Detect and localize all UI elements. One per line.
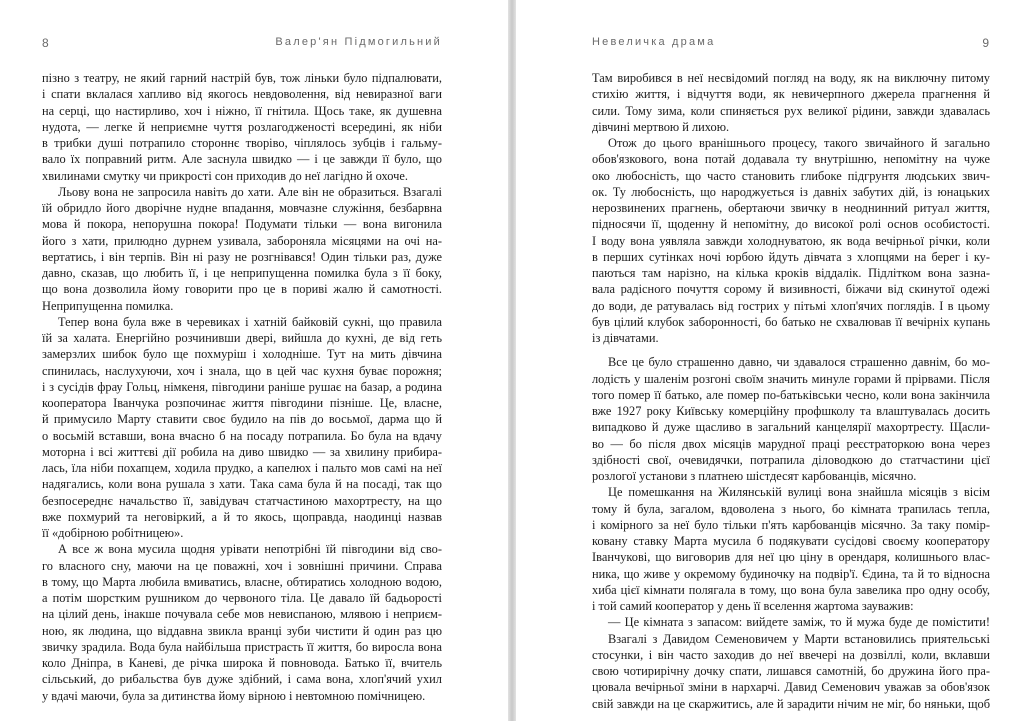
text-line: вже похмурий та неговіркий, а й то якось, щоправда, наодинці назвав bbox=[42, 509, 442, 524]
text-line: лась, їла ніби похапцем, ходила прудко, а капелюх і пальто мов самі на неї bbox=[42, 461, 442, 475]
text-line: в перших сутінках ночі юрбою йдуть дівчата з хлопцями на берег і ку- bbox=[592, 249, 990, 264]
text-line: паються там нарізно, на кілька кроків віддалік. Підлітком вона зазна- bbox=[592, 266, 990, 280]
text-line: на серці, що настирливо, хоч і ніжно, її гнітила. Щось таке, як душевна bbox=[42, 103, 442, 118]
text-line: хиба цієї кімнати полягала в тому, що вона була завелика про одну особу, bbox=[592, 582, 990, 597]
text-line: вертатись, і він терпів. Він ні разу не розгнівався! Один тільки раз, дуже bbox=[42, 249, 442, 264]
text-line: його з хати, прилюдно дурнем узивала, забороняла місяцями на очі на- bbox=[42, 233, 442, 248]
text-line: Неприпущенна помилка. bbox=[42, 298, 174, 313]
text-line: із дівчатами. bbox=[592, 331, 659, 345]
text-line: замерзлих шибок було ще похмуріш і холодніше. Тут на мить дівчина bbox=[42, 347, 442, 362]
text-line: нудота, — легке й неприємне чуття розлагодженості всередині, як ніби bbox=[42, 119, 442, 134]
text-line: у вдачі маючи, була за дитинства йому вірною і невтомною помічницею. bbox=[42, 688, 426, 703]
text-line: мова й покора, непорушна покора! Подумати тільки — вона вигонила bbox=[42, 217, 442, 232]
text-line: сільський, до рибальства був дуже здібний, і сама вона, хлоп'ячий ухил bbox=[42, 672, 442, 687]
text-line: а потім шорстким рушником до червоного тіла. Це давало їй бадьорості bbox=[42, 591, 442, 605]
text-line: свій завжди на це скаржитись, але й зарадити нічим не міг, бо няньки, щоб bbox=[592, 696, 990, 711]
text-line: свою чотирирічну дочку спати, лишався самотній, бо дружина його пра- bbox=[592, 664, 990, 678]
text-line: А все ж вона мусила щодня урівати непотрібні їй півгодини від сво- bbox=[58, 542, 442, 557]
text-line: Отож до цього вранішнього процесу, такого звичайного й загально bbox=[608, 136, 990, 150]
text-line: ника, що живе у окремому будиночку на подвір'ї. Єдина, та й то відноснa bbox=[592, 566, 990, 581]
running-head-author: Валер'ян Підмогильний bbox=[275, 36, 442, 48]
text-line: звичку зрадила. Вода була найбільша пристрасть її життя, бо виросла вона bbox=[42, 639, 442, 654]
text-line: в трибки душі потрапило стороннє творіво, чіплялось зубців і гальму- bbox=[42, 136, 442, 150]
text-line: тому й була, загалом, вдоволена з нього, бо кімната трапилась тепла, bbox=[592, 501, 990, 516]
text-line: око любосність, що часто становить глибоке підгрунтя людських звич- bbox=[592, 168, 990, 183]
text-line: їй обридло його дворічне нудне впадання, мовчазне служіння, безбарвна bbox=[42, 201, 442, 215]
text-line: що вона дозволила йому говорити про це в пориві жалю й самотності. bbox=[42, 282, 442, 297]
text-line: вала радісного почуття сорому й визивності, біжачи від скинутої одежі bbox=[592, 282, 990, 297]
text-line: і той самий кооператор у день її вселення жартома зауважив: bbox=[592, 599, 914, 613]
text-line: її «добірною робітницею». bbox=[42, 526, 184, 540]
text-line: кооператора Іванчука розпочинає життя півгодини пізніше. Це, власне, bbox=[42, 396, 442, 410]
text-line: їй за халата. Енергійно розчинивши двері, вийшла до кухні, де від геть bbox=[42, 331, 442, 345]
text-line: ок. Ту любосність, що народжується із давніх забутих дій, із юнацьких bbox=[592, 184, 990, 199]
text-line: надягались, коли вона рушала з хати. Така сама була й на посаді, так що bbox=[42, 477, 442, 492]
text-line: обов'язкового, вона потай додавала ту внутрішню, непомітну на чуже bbox=[592, 152, 990, 167]
text-line: давно, сказав, що любить її, і це неприпущенна помилка була з її боку, bbox=[42, 266, 442, 280]
body-text bbox=[592, 70, 990, 712]
text-line: цювала вечірньої зміни в нархарчі. Давид Семенович уважав за обов'язок bbox=[592, 680, 990, 695]
text-line: дівчині мертвою й лихою. bbox=[592, 119, 730, 134]
text-line: підносячи її, щоденну й непомітну, до високої ролі основ особистості. bbox=[592, 217, 990, 232]
left-page bbox=[0, 0, 508, 721]
text-line: розлогої установи з платнею шістдесят карбованців, місячно. bbox=[592, 469, 917, 483]
text-line: був цілий клубок заборонності, бо батько не схвалював її вечірніх купань bbox=[592, 314, 990, 329]
text-line: вало їх поправний ритм. Але заснула швидко — і це завжди її було, що bbox=[42, 152, 442, 167]
text-line: Все це було страшенно давно, чи здавалося страшенно давнім, бо мо- bbox=[608, 355, 990, 370]
page-number: 8 bbox=[42, 36, 49, 50]
text-line: того помер її батько, але помер по-батьківськи чесно, коли вона закінчила bbox=[592, 387, 990, 402]
text-line: вже 1927 року Київську комерційну профшколу та влаштувалась досить bbox=[592, 404, 990, 418]
text-line: хвилинами смутку чи прикрості сон приходив до неї лагідно й охоче. bbox=[42, 168, 408, 183]
text-line: на цілий день, інакше почувала себе мов невиспаною, млявою і неприєм- bbox=[42, 607, 442, 622]
text-line: Там виробився в неї несвідомий погляд на воду, як на виключну питому bbox=[592, 71, 990, 85]
text-line: ною, як людина, що віддавна звикла вранці зуби чистити й один раз цю bbox=[42, 623, 442, 638]
text-line: пізно з театру, не який гарний настрій був, тож ліньки було підпалювати, bbox=[42, 71, 442, 85]
text-line: в тому, що Марта любила вмиватись, власне, обтиратись холодною водою, bbox=[42, 574, 442, 589]
text-line: о восьмій вставши, вона вчасно б на посаду потрапила. Бо була на вдачу bbox=[42, 428, 442, 443]
text-line: І воду вона уявляла завжди холоднуватою, як вода вечірньої річки, коли bbox=[592, 233, 990, 248]
text-line: спинилась, наслухуючи, хоч і знала, що в цей час кухня буває порожня; bbox=[42, 363, 442, 378]
text-line: коло Дніпра, в Каневі, де річка широка й повновода. Батько її, вчитель bbox=[42, 656, 442, 670]
text-line: нерозвинених прагнень, обертаючи звичку в неоднинний ритуал життя, bbox=[592, 201, 990, 215]
text-line: Взагалі з Давидом Семеновичем у Марти встановились приятельські bbox=[608, 631, 990, 646]
text-line: й примусило Марту ставити своє будило на пів до восьмої, дарма що й bbox=[42, 412, 442, 427]
text-line: випадково й дуже щасливо в загальний канцелярії махортресту. Щасли- bbox=[592, 420, 990, 435]
running-head-title: Невеличка драма bbox=[592, 36, 716, 48]
text-line: лодість у шаленім розгоні своїм значить минуле горами й прірвами. Після bbox=[592, 371, 990, 386]
text-line: Тепер вона була вже в черевиках і хатній байковій сукні, що правила bbox=[58, 314, 442, 329]
text-line: — Це кімната з запасом: вийдете заміж, то й мужа буде де помістити! bbox=[608, 615, 990, 630]
text-line: безпосереднє начальство її, завідувач статчастиною махортресту, на що bbox=[42, 493, 442, 508]
text-line: го власного сну, маючи на це поважні, хоч і зовнішні причини. Справа bbox=[42, 558, 442, 573]
text-line: і з сусідів фрау Гольц, німкеня, півгодини раніше рушає на базар, а родина bbox=[42, 379, 442, 394]
text-line: стихію життя, і відчуття води, як невичерпного джерела прагнення й bbox=[592, 87, 990, 102]
text-line: ковану ставку Марта мусила б подякувати сусідові своєму кооператору bbox=[592, 534, 990, 548]
text-line: Це помешкання на Жилянській вулиці вона знайшла місяців з вісім bbox=[608, 485, 990, 500]
body-text bbox=[42, 70, 442, 704]
text-line: сили. Тому зима, коли спиняється рух великої рідини, завжди здавалась bbox=[592, 103, 990, 118]
book-gutter bbox=[508, 0, 516, 721]
text-line: до води, де ратувалась від гострих у пітьмі хлоп'ячих поглядів. І в цьому bbox=[592, 298, 990, 313]
text-line: здібності свої, очевидячки, потрапила діловодкою до статчастини цієї bbox=[592, 452, 990, 467]
text-line: і комірного за неї було тільки п'ять карбованців місячно. За таку помір- bbox=[592, 517, 990, 532]
text-line: моторна і всі життєві дії робила на диво швидко — за хвилину прибира- bbox=[42, 444, 442, 459]
text-line: Льову вона не запросила навіть до хати. Але він не образиться. Взагалі bbox=[58, 184, 442, 199]
text-line: стосунки, і він часто заходив до неї ввечері на дозвіллі, коли, вклавши bbox=[592, 647, 990, 662]
text-line: і спати вклалася хапливо від якогось невдоволення, від невиразної ваги bbox=[42, 87, 442, 102]
right-page bbox=[516, 0, 1033, 721]
text-line: Іванчукові, що виговорив для неї цю ціну в орендаря, колишнього влас- bbox=[592, 550, 990, 565]
text-line: во — бо після двох місяців марудної праці реєстраторкою вона через bbox=[592, 436, 990, 451]
page-number: 9 bbox=[982, 36, 989, 50]
